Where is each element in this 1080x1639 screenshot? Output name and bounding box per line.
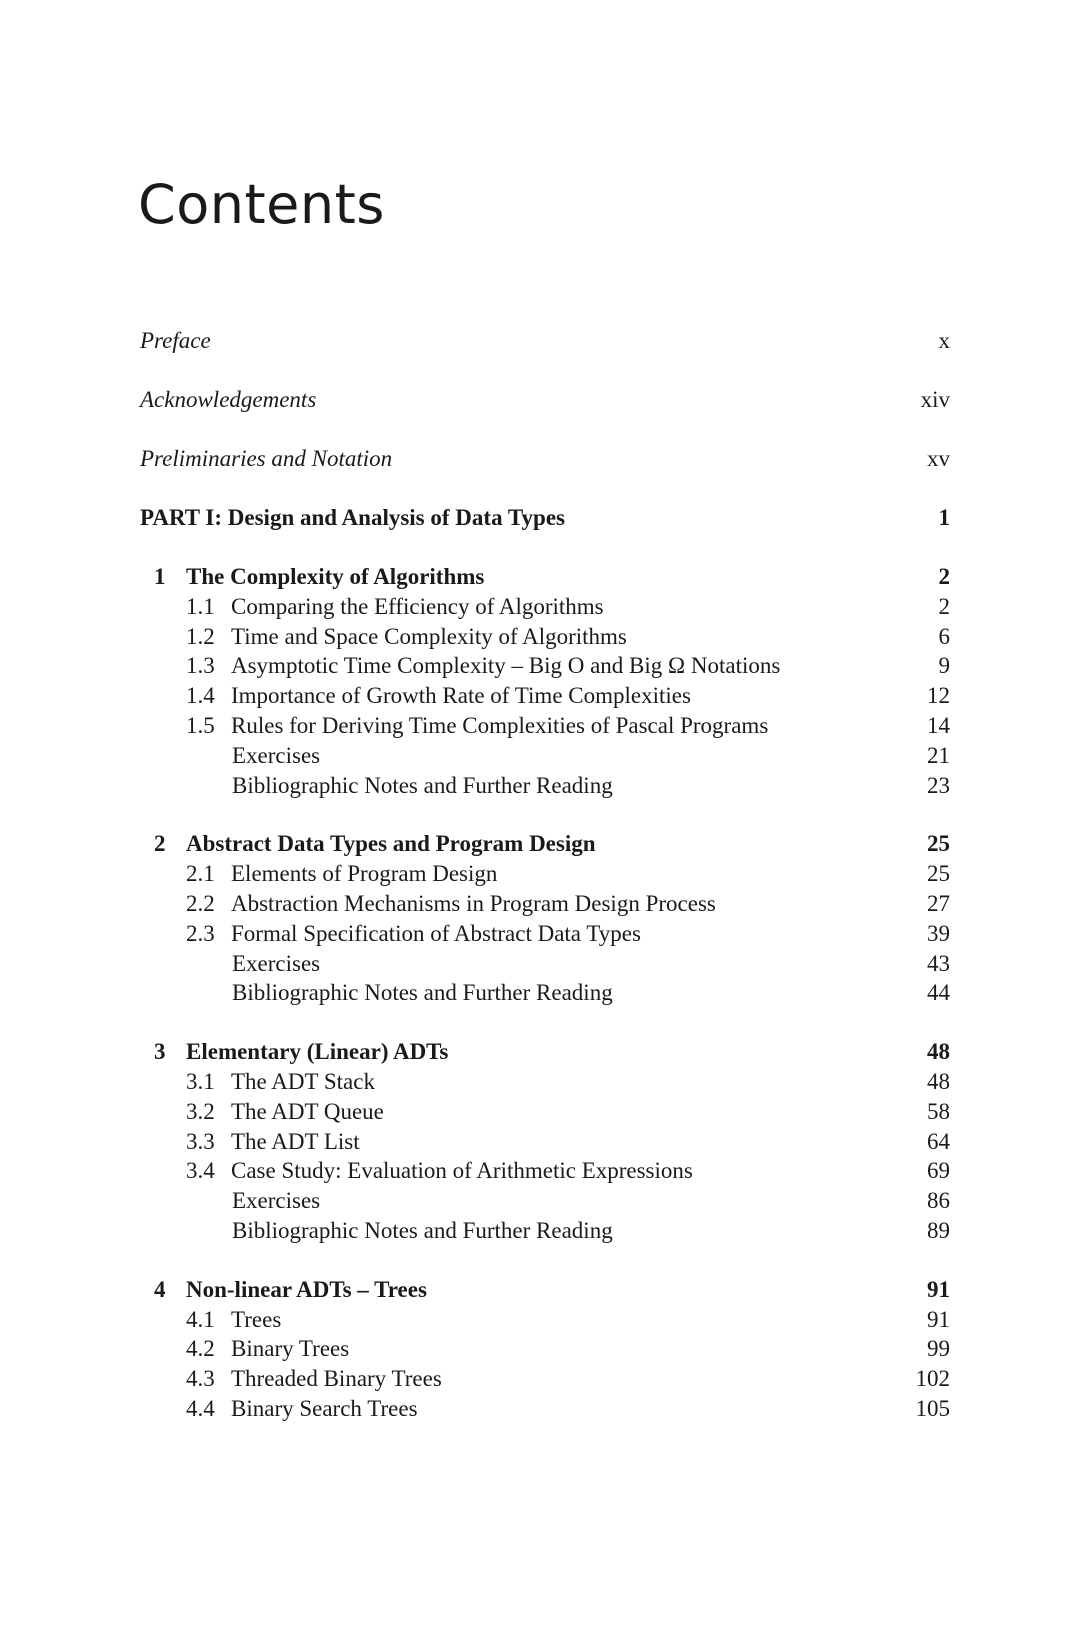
section-title: Binary Trees xyxy=(231,1336,350,1362)
toc-page-number: 86 xyxy=(927,1188,950,1214)
section-title: The ADT Stack xyxy=(231,1068,375,1094)
section-title: Rules for Deriving Time Complexities of Pascal Programs xyxy=(231,712,769,738)
toc-entry-preface[interactable] xyxy=(140,326,950,356)
part-title: PART I: Design and Analysis of Data Types xyxy=(140,505,565,530)
chapter-title: Non-linear ADTs – Trees xyxy=(186,1276,427,1302)
section-entry[interactable] xyxy=(140,622,950,652)
chapter-heading[interactable] xyxy=(140,1275,950,1305)
chapter-block xyxy=(140,1037,950,1246)
section-entry[interactable] xyxy=(140,1127,950,1157)
toc-page-number: 6 xyxy=(938,623,950,649)
bibliographic-notes-entry[interactable] xyxy=(140,978,950,1008)
toc-page-number: 99 xyxy=(927,1336,950,1362)
section-entry[interactable] xyxy=(140,1067,950,1097)
section-title: Elements of Program Design xyxy=(231,861,498,887)
toc-page-number: 102 xyxy=(915,1366,950,1392)
section-number: 4.4 xyxy=(186,1395,215,1421)
section-number: 2.1 xyxy=(186,861,215,887)
section-number: 1.3 xyxy=(186,653,215,679)
section-entry[interactable] xyxy=(140,1394,950,1424)
toc-page-number: 105 xyxy=(915,1395,950,1421)
toc-page-number: 25 xyxy=(927,861,950,887)
chapter-number: 3 xyxy=(154,1039,166,1065)
chapter-heading[interactable] xyxy=(140,562,950,592)
exercises-entry[interactable] xyxy=(140,1186,950,1216)
toc-page-number: 48 xyxy=(927,1039,950,1065)
bibliographic-notes-entry[interactable] xyxy=(140,771,950,801)
chapter-block xyxy=(140,562,950,800)
toc-page-number: 64 xyxy=(927,1128,950,1154)
section-title: The ADT Queue xyxy=(231,1098,384,1124)
toc-page-number: xv xyxy=(927,446,950,471)
chapter-number: 4 xyxy=(154,1276,166,1302)
toc-page-number: 39 xyxy=(927,920,950,946)
section-title: Exercises xyxy=(232,950,321,976)
toc-page-number: x xyxy=(938,328,950,353)
toc-page-number: 25 xyxy=(927,831,950,857)
section-number: 1.2 xyxy=(186,623,215,649)
toc-page-number: 69 xyxy=(927,1158,950,1184)
section-title: Trees xyxy=(231,1306,282,1332)
chapter-block xyxy=(140,1275,950,1424)
toc-page-number: 44 xyxy=(927,980,950,1006)
toc-page-number: 43 xyxy=(927,950,950,976)
section-number: 4.2 xyxy=(186,1336,215,1362)
toc-page-number: 23 xyxy=(927,772,950,798)
toc-entry-acknowledgements[interactable] xyxy=(140,385,950,415)
chapter-title: Elementary (Linear) ADTs xyxy=(186,1039,449,1065)
section-entry[interactable] xyxy=(140,1364,950,1394)
section-title: Bibliographic Notes and Further Reading xyxy=(232,980,613,1006)
section-number: 2.2 xyxy=(186,890,215,916)
section-entry[interactable] xyxy=(140,889,950,919)
section-title: Comparing the Efficiency of Algorithms xyxy=(231,593,604,619)
section-title: Importance of Growth Rate of Time Complexities xyxy=(231,683,691,709)
toc-entry-preliminaries[interactable] xyxy=(140,444,950,474)
chapter-number: 2 xyxy=(154,831,166,857)
section-number: 1.5 xyxy=(186,712,215,738)
section-number: 4.3 xyxy=(186,1366,215,1392)
toc-page-number: 27 xyxy=(927,890,950,916)
toc-page-number: 2 xyxy=(938,564,950,589)
chapter-heading[interactable] xyxy=(140,1037,950,1067)
toc-page-number: 12 xyxy=(927,683,950,709)
chapter-title: Abstract Data Types and Program Design xyxy=(186,831,596,857)
table-of-contents xyxy=(140,326,950,1453)
toc-page-number: 48 xyxy=(927,1068,950,1094)
section-number: 3.2 xyxy=(186,1098,215,1124)
section-entry[interactable] xyxy=(140,1156,950,1186)
section-title: Bibliographic Notes and Further Reading xyxy=(232,772,613,798)
section-entry[interactable] xyxy=(140,1334,950,1364)
section-number: 4.1 xyxy=(186,1306,215,1332)
section-entry[interactable] xyxy=(140,859,950,889)
chapter-number: 1 xyxy=(154,564,166,589)
toc-page-number: 89 xyxy=(927,1217,950,1243)
section-number: 3.3 xyxy=(186,1128,215,1154)
toc-entry-title: Acknowledgements xyxy=(140,387,317,412)
section-title: Bibliographic Notes and Further Reading xyxy=(232,1217,613,1243)
section-title: Case Study: Evaluation of Arithmetic Expressions xyxy=(231,1158,693,1184)
section-number: 3.1 xyxy=(186,1068,215,1094)
page-title: Contents xyxy=(138,173,385,236)
section-entry[interactable] xyxy=(140,651,950,681)
exercises-entry[interactable] xyxy=(140,949,950,979)
section-entry[interactable] xyxy=(140,1305,950,1335)
section-title: Exercises xyxy=(232,742,321,768)
section-number: 3.4 xyxy=(186,1158,215,1184)
section-entry[interactable] xyxy=(140,592,950,622)
toc-entry-title: Preface xyxy=(140,328,211,353)
bibliographic-notes-entry[interactable] xyxy=(140,1216,950,1246)
chapter-title: The Complexity of Algorithms xyxy=(186,564,485,589)
section-title: Formal Specification of Abstract Data Types xyxy=(231,920,641,946)
toc-page-number: 1 xyxy=(938,505,950,530)
toc-page-number: xiv xyxy=(920,387,950,412)
toc-page-number: 14 xyxy=(927,712,950,738)
section-title: Threaded Binary Trees xyxy=(231,1366,442,1392)
exercises-entry[interactable] xyxy=(140,741,950,771)
chapter-heading[interactable] xyxy=(140,829,950,859)
toc-page-number: 9 xyxy=(938,653,950,679)
section-title: The ADT List xyxy=(231,1128,360,1154)
chapter-block xyxy=(140,829,950,1008)
section-entry[interactable] xyxy=(140,919,950,949)
section-number: 2.3 xyxy=(186,920,215,946)
section-entry[interactable] xyxy=(140,711,950,741)
section-title: Time and Space Complexity of Algorithms xyxy=(231,623,627,649)
toc-page-number: 21 xyxy=(927,742,950,768)
section-title: Abstraction Mechanisms in Program Design Process xyxy=(231,890,716,916)
toc-entry-title: Preliminaries and Notation xyxy=(140,446,393,471)
section-number: 1.4 xyxy=(186,683,215,709)
toc-page-number: 2 xyxy=(938,593,950,619)
toc-page-number: 91 xyxy=(927,1276,950,1302)
section-entry[interactable] xyxy=(140,681,950,711)
section-entry[interactable] xyxy=(140,1097,950,1127)
section-title: Exercises xyxy=(232,1188,321,1214)
toc-page-number: 91 xyxy=(927,1306,950,1332)
toc-page-number: 58 xyxy=(927,1098,950,1124)
section-number: 1.1 xyxy=(186,593,215,619)
section-title: Binary Search Trees xyxy=(231,1395,418,1421)
section-title: Asymptotic Time Complexity – Big O and Big Ω Notations xyxy=(231,653,781,679)
toc-part-heading[interactable] xyxy=(140,503,950,533)
